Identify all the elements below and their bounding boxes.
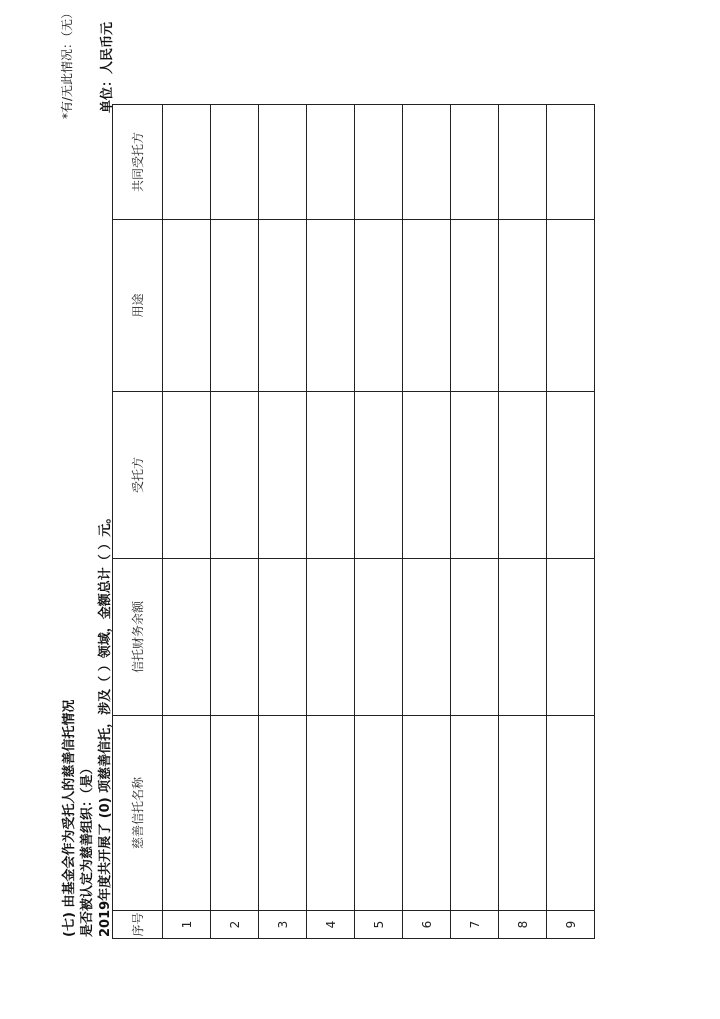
table-row	[259, 105, 307, 939]
charity-trust-table	[112, 104, 595, 939]
cell-trust-name	[163, 716, 211, 911]
cell-purpose	[259, 220, 307, 392]
cell-trust-balance	[259, 559, 307, 716]
col-header-co-trustee: 共同受托方	[113, 105, 163, 220]
table-row	[307, 105, 355, 939]
currency-unit: 单位：人民币元	[100, 21, 115, 113]
cell-trust-balance	[547, 559, 595, 716]
cell-trust-balance	[355, 559, 403, 716]
table-row	[547, 105, 595, 939]
cell-co-trustee	[307, 105, 355, 220]
table-row	[211, 105, 259, 939]
col-header-purpose: 用途	[113, 220, 163, 392]
cell-row-index: 2	[211, 911, 259, 939]
cell-trust-name	[307, 716, 355, 911]
cell-purpose	[307, 220, 355, 392]
cell-row-index: 4	[307, 911, 355, 939]
col-header-trust-balance: 信托财务余额	[113, 559, 163, 716]
cell-trust-name	[499, 716, 547, 911]
table-row	[355, 105, 403, 939]
cell-trustee	[451, 392, 499, 559]
cell-purpose	[451, 220, 499, 392]
cell-trust-name	[451, 716, 499, 911]
cell-trust-balance	[163, 559, 211, 716]
cell-row-index: 7	[451, 911, 499, 939]
cell-trust-name	[259, 716, 307, 911]
cell-trust-balance	[307, 559, 355, 716]
cell-co-trustee	[451, 105, 499, 220]
cell-co-trustee	[163, 105, 211, 220]
table-row	[163, 105, 211, 939]
cell-co-trustee	[355, 105, 403, 220]
cell-trust-name	[355, 716, 403, 911]
cell-trust-balance	[211, 559, 259, 716]
cell-trust-name	[547, 716, 595, 911]
cell-trust-name	[403, 716, 451, 911]
cell-trust-balance	[403, 559, 451, 716]
cell-co-trustee	[211, 105, 259, 220]
cell-row-index: 1	[163, 911, 211, 939]
certified-line: 是否被认定为慈善组织：（是）	[80, 761, 95, 937]
cell-trustee	[547, 392, 595, 559]
col-header-trust-name: 慈善信托名称	[113, 716, 163, 911]
cell-purpose	[547, 220, 595, 392]
cell-trust-balance	[499, 559, 547, 716]
cell-trustee	[163, 392, 211, 559]
col-header-index: 序号	[113, 911, 163, 939]
cell-trustee	[403, 392, 451, 559]
cell-co-trustee	[259, 105, 307, 220]
cell-row-index: 5	[355, 911, 403, 939]
cell-trust-name	[211, 716, 259, 911]
table-row	[403, 105, 451, 939]
cell-co-trustee	[403, 105, 451, 220]
section-title: (七) 由基金会作为受托人的慈善信托情况	[62, 699, 77, 937]
summary-line: 2019年度共开展了 (0) 项慈善信托，涉及（ ）领域，金额总计（ ）元。	[98, 510, 113, 937]
table-header-row	[113, 105, 163, 939]
cell-row-index: 9	[547, 911, 595, 939]
cell-row-index: 8	[499, 911, 547, 939]
cell-co-trustee	[499, 105, 547, 220]
cell-trustee	[355, 392, 403, 559]
table-body	[163, 105, 595, 939]
cell-row-index: 6	[403, 911, 451, 939]
cell-trustee	[259, 392, 307, 559]
cell-trustee	[499, 392, 547, 559]
cell-co-trustee	[547, 105, 595, 220]
cell-purpose	[355, 220, 403, 392]
col-header-trustee: 受托方	[113, 392, 163, 559]
cell-purpose	[163, 220, 211, 392]
cell-trustee	[307, 392, 355, 559]
cell-trustee	[211, 392, 259, 559]
status-note: *有/无此情况：（无）	[60, 6, 74, 119]
cell-trust-balance	[451, 559, 499, 716]
table-row	[499, 105, 547, 939]
cell-purpose	[211, 220, 259, 392]
table-row	[451, 105, 499, 939]
cell-purpose	[403, 220, 451, 392]
cell-purpose	[499, 220, 547, 392]
cell-row-index: 3	[259, 911, 307, 939]
